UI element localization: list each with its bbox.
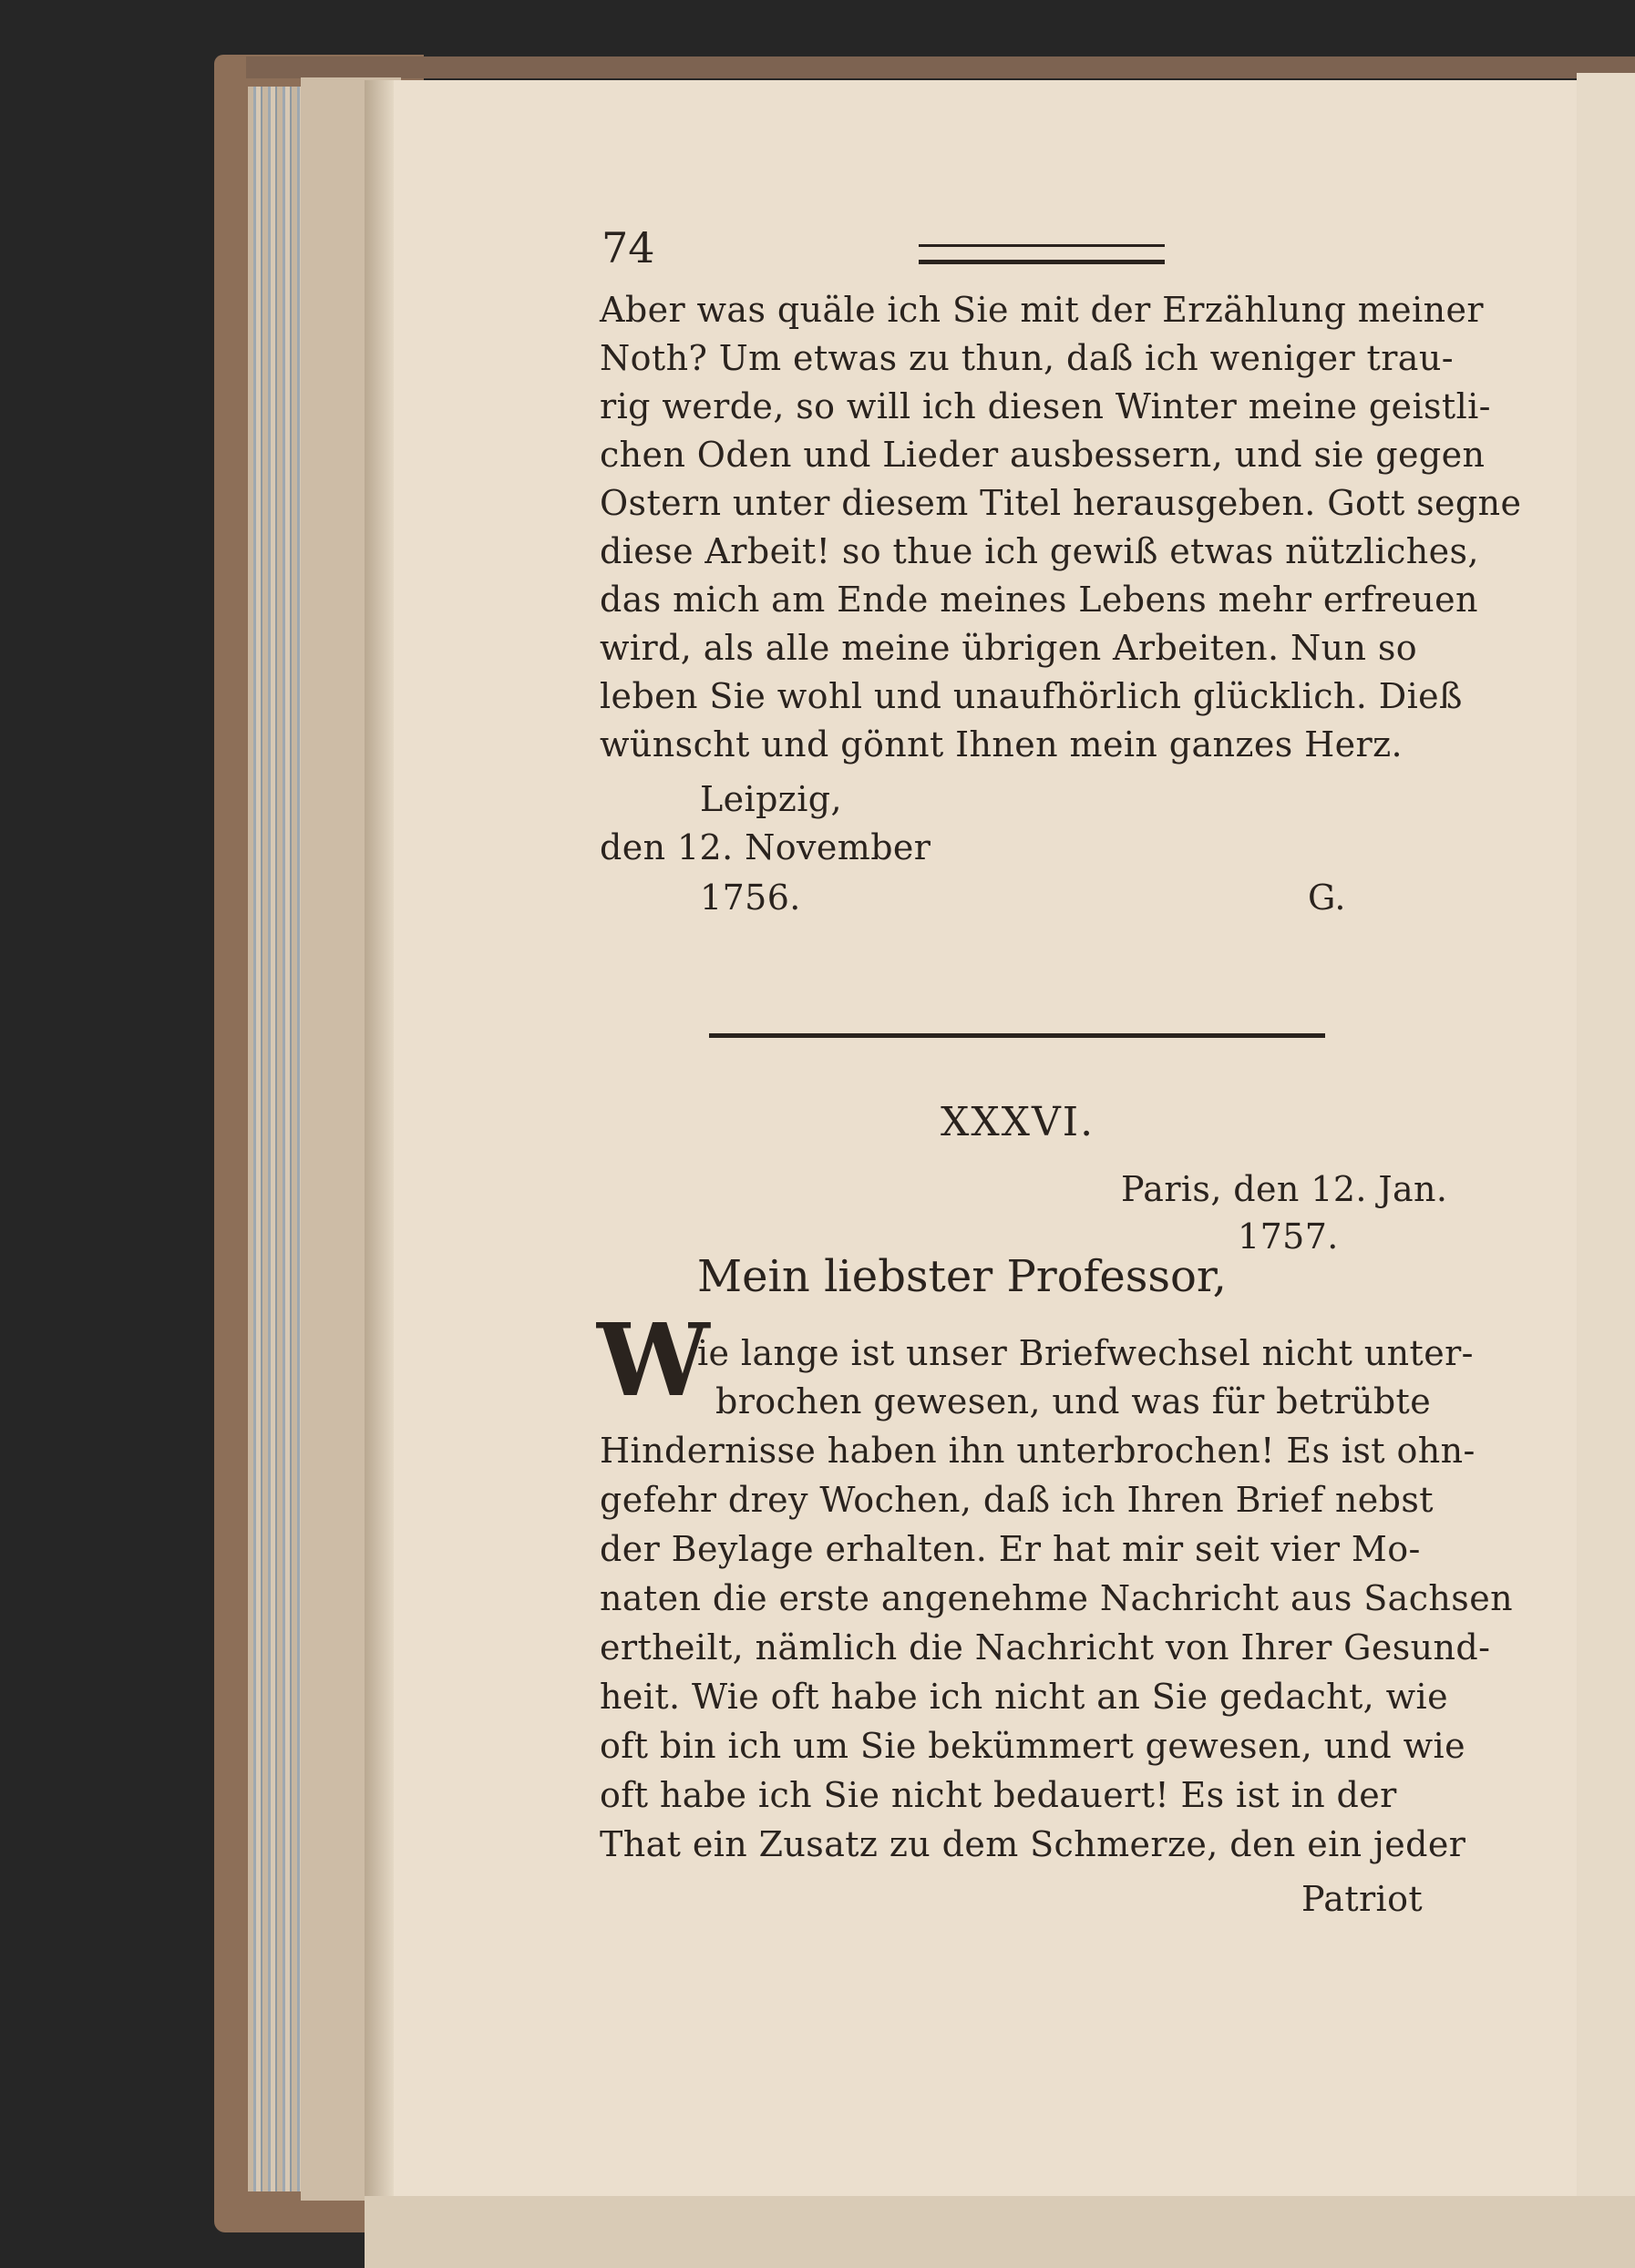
page-bottom-edge	[365, 2196, 1635, 2268]
text-line: Noth? Um etwas zu thun, daß ich weniger trau-	[600, 338, 1454, 378]
page-number: 74	[602, 223, 655, 272]
text-line: brochen gewesen, und was für betrübte	[715, 1381, 1432, 1421]
text-line: ie lange ist unser Briefwechsel nicht unter-	[697, 1333, 1474, 1373]
text-line: ertheilt, nämlich die Nachricht von Ihrer Gesund-	[600, 1627, 1491, 1668]
text-line: diese Arbeit! so thue ich gewiß etwas nützliches,	[600, 531, 1479, 571]
text-line: Aber was quäle ich Sie mit der Erzählung meiner	[600, 290, 1484, 330]
text-line: heit. Wie oft habe ich nicht an Sie gedacht, wie	[600, 1677, 1448, 1717]
signature: G.	[1308, 877, 1346, 918]
text-line: leben Sie wohl und unaufhörlich glücklich. Dieß	[600, 676, 1463, 716]
text-line: naten die erste angenehme Nachricht aus Sachsen	[600, 1578, 1513, 1618]
text-line: oft habe ich Sie nicht bedauert! Es ist in der	[600, 1775, 1397, 1815]
text-line: rig werde, so will ich diesen Winter meine geistli-	[600, 386, 1491, 426]
text-line: wird, als alle meine übrigen Arbeiten. Nun so	[600, 628, 1418, 668]
text-line: That ein Zusatz zu dem Schmerze, den ein jeder	[600, 1824, 1466, 1864]
letter-number-heading: XXXVI.	[941, 1099, 1095, 1145]
text-line: wünscht und gönnt Ihnen mein ganzes Herz.	[600, 724, 1403, 765]
text-line: Hindernisse haben ihn unterbrochen! Es ist ohn-	[600, 1431, 1476, 1471]
page-gutter	[365, 80, 394, 2229]
text-line: der Beylage erhalten. Er hat mir seit vier Mo-	[600, 1529, 1421, 1569]
text-line: das mich am Ende meines Lebens mehr erfreuen	[600, 580, 1478, 620]
header-rule	[919, 244, 1165, 264]
salutation: Mein liebster Professor,	[697, 1251, 1227, 1302]
text-line: gefehr drey Wochen, daß ich Ihren Brief nebst	[600, 1480, 1434, 1520]
facing-page-edge	[1577, 73, 1635, 2242]
letter-place: Leipzig,	[700, 779, 842, 819]
drop-cap: W	[597, 1301, 710, 1419]
text-line: oft bin ich um Sie bekümmert gewesen, und wie	[600, 1726, 1466, 1766]
letter-place-date: Paris, den 12. Jan.	[1121, 1169, 1448, 1209]
text-line: Ostern unter diesem Titel herausgeben. Gott segne	[600, 483, 1522, 523]
section-rule	[709, 1033, 1325, 1038]
letter-date: den 12. November	[600, 827, 931, 867]
book-cover-top	[246, 56, 1635, 78]
letter-year: 1756.	[700, 877, 801, 918]
catchword: Patriot	[1301, 1879, 1424, 1919]
letter-year: 1757.	[1238, 1216, 1339, 1257]
text-line: chen Oden und Lieder ausbessern, und sie gegen	[600, 435, 1486, 475]
